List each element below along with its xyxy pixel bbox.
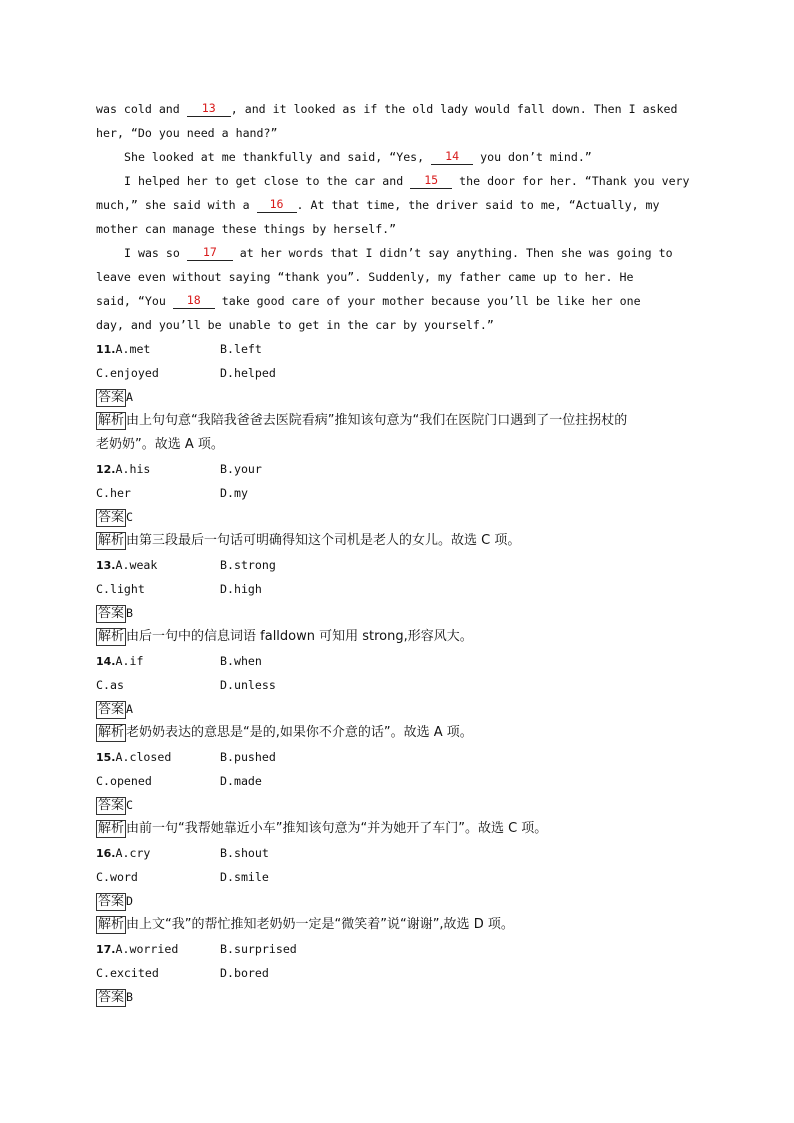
analysis-label: 解析	[98, 917, 125, 932]
passage-line: her, “Do you need a hand?”	[96, 126, 278, 140]
option-b: B.your	[220, 462, 262, 476]
analysis-label: 解析	[98, 821, 125, 836]
blank-13: 13	[187, 101, 231, 117]
passage-line: much,” she said with a 16 . At that time, the driver said to me, “Actually, my	[96, 197, 660, 212]
option-a: A.cry	[115, 846, 151, 860]
answer-label: 答案	[98, 510, 125, 525]
answer-value: A	[126, 390, 133, 404]
analysis-text: 由前一句“我帮她靠近小车”推知该句意为“并为她开了车门”。故选 C 项。	[126, 821, 548, 836]
question-number: 17.	[96, 943, 116, 956]
answer-label: 答案	[98, 990, 125, 1005]
passage-line: She looked at me thankfully and said, “Yes, 14 you don’t mind.”	[124, 149, 592, 164]
options-row	[96, 649, 696, 673]
answer-value: B	[126, 990, 133, 1004]
passage-line: leave even without saying “thank you”. Suddenly, my father came up to her. He	[96, 270, 634, 284]
option-d: D.high	[220, 582, 262, 596]
blank-17: 17	[187, 245, 233, 261]
analysis-text: 由第三段最后一句话可明确得知这个司机是老人的女儿。故选 C 项。	[126, 533, 521, 548]
answer-row	[96, 601, 696, 625]
answer-label: 答案	[98, 702, 125, 717]
analysis-row	[96, 529, 696, 553]
option-c: C.her	[96, 486, 131, 500]
answer-row	[96, 697, 696, 721]
options-row	[96, 841, 696, 865]
analysis-text: 由上句句意“我陪我爸爸去医院看病”推知该句意为“我们在医院门口遇到了一位拄拐杖的	[126, 413, 628, 428]
answer-value: D	[126, 894, 133, 908]
options-row	[96, 745, 696, 769]
option-c: C.excited	[96, 966, 159, 980]
question-number: 11.	[96, 343, 116, 356]
answer-row	[96, 505, 696, 529]
analysis-row	[96, 817, 696, 841]
question-number: 15.	[96, 751, 116, 764]
analysis-label: 解析	[98, 533, 125, 548]
answer-row	[96, 793, 696, 817]
options-row	[96, 361, 696, 385]
blank-18: 18	[173, 293, 215, 309]
document-page	[96, 97, 696, 1009]
options-row	[96, 337, 696, 361]
option-b: B.shout	[220, 846, 269, 860]
options-row	[96, 577, 696, 601]
option-d: D.my	[220, 486, 248, 500]
options-row	[96, 769, 696, 793]
analysis-row: 老奶奶”。故选 A 项。	[96, 437, 224, 452]
option-c: C.opened	[96, 774, 152, 788]
option-c: C.light	[96, 582, 145, 596]
answer-row	[96, 985, 696, 1009]
answer-label: 答案	[98, 606, 125, 621]
option-a: A.closed	[115, 750, 172, 764]
blank-16: 16	[257, 197, 297, 213]
analysis-text: 由后一句中的信息词语 falldown 可知用 strong,形容风大。	[126, 629, 473, 644]
option-a: A.weak	[115, 558, 158, 572]
option-b: B.when	[220, 654, 262, 668]
option-b: B.pushed	[220, 750, 276, 764]
options-row	[96, 553, 696, 577]
passage-line: mother can manage these things by herself.”	[96, 222, 397, 236]
option-b: B.strong	[220, 558, 276, 572]
option-a: A.his	[115, 462, 151, 476]
answer-value: C	[126, 798, 133, 812]
passage-line: day, and you’ll be unable to get in the car by yourself.”	[96, 318, 494, 332]
passage-line: was cold and 13 , and it looked as if the old lady would fall down. Then I asked	[96, 101, 678, 116]
option-d: D.helped	[220, 366, 276, 380]
answer-row	[96, 889, 696, 913]
analysis-label: 解析	[98, 629, 125, 644]
answer-value: B	[126, 606, 133, 620]
answer-row	[96, 385, 696, 409]
analysis-text: 由上文“我”的帮忙推知老奶奶一定是“微笑着”说“谢谢”,故选 D 项。	[126, 917, 514, 932]
options-row	[96, 481, 696, 505]
analysis-row	[96, 625, 696, 649]
options-row	[96, 457, 696, 481]
option-d: D.bored	[220, 966, 269, 980]
analysis-text: 老奶奶表达的意思是“是的,如果你不介意的话”。故选 A 项。	[126, 725, 473, 740]
options-row	[96, 961, 696, 985]
option-b: B.left	[220, 342, 262, 356]
passage-line: said, “You 18 take good care of your mother because you’ll be like her one	[96, 293, 641, 308]
question-number: 14.	[96, 655, 116, 668]
question-number: 16.	[96, 847, 116, 860]
option-d: D.unless	[220, 678, 276, 692]
blank-14: 14	[431, 149, 473, 165]
passage-line: I was so 17 at her words that I didn’t say anything. Then she was going to	[124, 245, 673, 260]
answer-label: 答案	[98, 390, 125, 405]
answer-value: C	[126, 510, 133, 524]
analysis-row	[96, 721, 696, 745]
option-d: D.smile	[220, 870, 269, 884]
answer-label: 答案	[98, 894, 125, 909]
question-number: 12.	[96, 463, 116, 476]
option-c: C.as	[96, 678, 124, 692]
option-a: A.worried	[115, 942, 179, 956]
options-row	[96, 865, 696, 889]
option-a: A.if	[115, 654, 144, 668]
answer-value: A	[126, 702, 133, 716]
option-c: C.enjoyed	[96, 366, 159, 380]
option-d: D.made	[220, 774, 262, 788]
option-b: B.surprised	[220, 942, 297, 956]
analysis-row	[96, 409, 696, 433]
analysis-row	[96, 913, 696, 937]
passage-line: I helped her to get close to the car and 15 the door for her. “Thank you very	[124, 173, 690, 188]
options-row	[96, 673, 696, 697]
analysis-label: 解析	[98, 413, 125, 428]
option-a: A.met	[115, 342, 151, 356]
options-row	[96, 937, 696, 961]
question-number: 13.	[96, 559, 116, 572]
analysis-label: 解析	[98, 725, 125, 740]
option-c: C.word	[96, 870, 138, 884]
blank-15: 15	[410, 173, 452, 189]
answer-label: 答案	[98, 798, 125, 813]
